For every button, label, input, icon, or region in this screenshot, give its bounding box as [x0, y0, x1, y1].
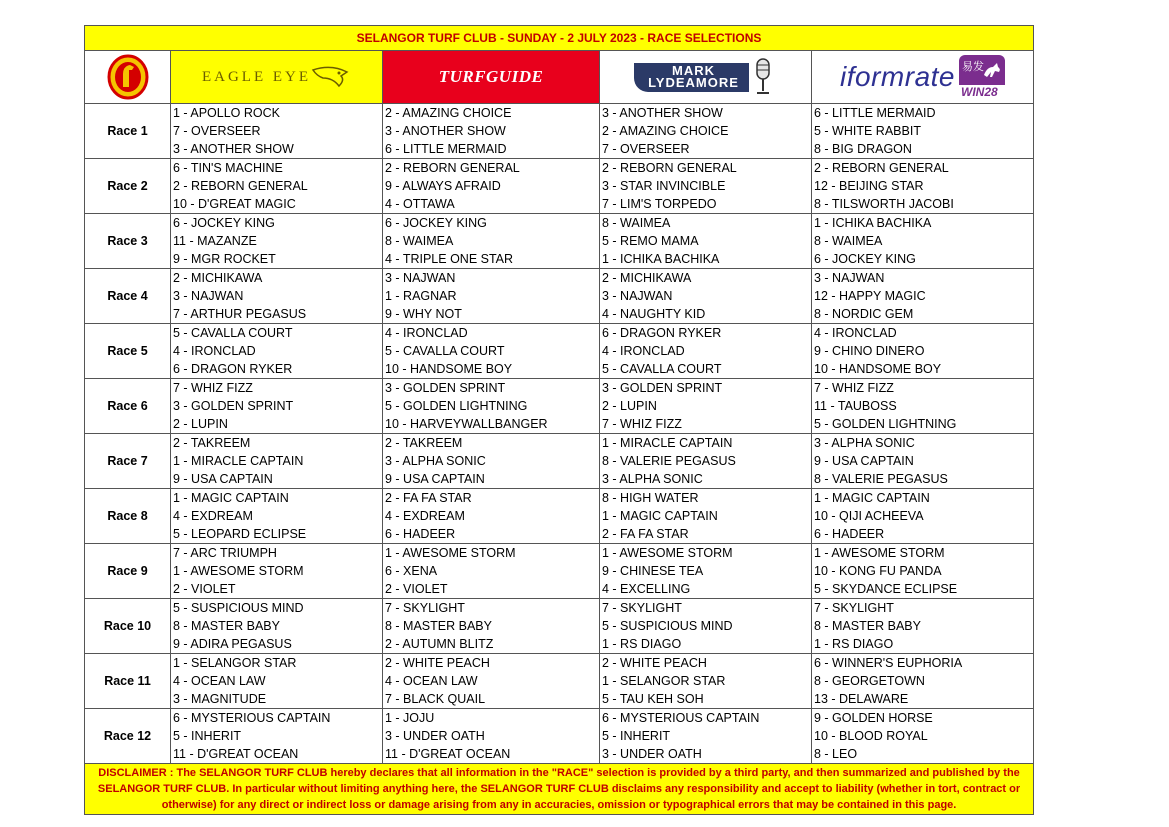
selection-cell — [383, 434, 600, 489]
selection-cell — [812, 269, 1034, 324]
selection-entry: 3 - ANOTHER SHOW — [385, 124, 506, 138]
selection-entry: 3 - ANOTHER SHOW — [602, 106, 723, 120]
selection-entry: 1 - ICHIKA BACHIKA — [814, 216, 932, 230]
selection-entry: 4 - OCEAN LAW — [173, 674, 266, 688]
selection-cell — [600, 379, 812, 434]
race-label: Race 8 — [85, 489, 171, 544]
selection-entry: 1 - AWESOME STORM — [814, 546, 945, 560]
selection-entry: 4 - EXDREAM — [173, 509, 253, 523]
selection-entry: 9 - MGR ROCKET — [173, 252, 276, 266]
selection-entry: 9 - USA CAPTAIN — [385, 472, 485, 486]
selection-entry: 8 - GEORGETOWN — [814, 674, 925, 688]
selection-entry: 6 - HADEER — [814, 527, 885, 541]
selection-entry: 8 - MASTER BABY — [173, 619, 280, 633]
selection-entry: 3 - NAJWAN — [814, 271, 885, 285]
selection-entry: 5 - REMO MAMA — [602, 234, 699, 248]
selection-entry: 10 - HARVEYWALLBANGER — [385, 417, 548, 431]
selection-cell — [171, 599, 383, 654]
selection-entry: 4 - EXCELLING — [602, 582, 691, 596]
selection-entry: 5 - SUSPICIOUS MIND — [173, 601, 304, 615]
selection-entry: 6 - DRAGON RYKER — [602, 326, 722, 340]
selection-cell — [600, 654, 812, 709]
selection-entry: 6 - DRAGON RYKER — [173, 362, 293, 376]
race-row — [85, 104, 1034, 159]
selection-entry: 9 - CHINESE TEA — [602, 564, 704, 578]
selection-cell — [383, 214, 600, 269]
turfguide-logo — [383, 51, 600, 104]
selection-cell — [171, 709, 383, 764]
selection-entry: 7 - WHIZ FIZZ — [173, 381, 253, 395]
selection-entry: 7 - WHIZ FIZZ — [602, 417, 682, 431]
selection-cell — [812, 379, 1034, 434]
selection-cell — [171, 379, 383, 434]
selection-entry: 12 - BEIJING STAR — [814, 179, 924, 193]
selection-cell — [171, 654, 383, 709]
mark-lydeamore-logo — [600, 51, 812, 104]
selection-cell — [600, 214, 812, 269]
selection-cell — [600, 489, 812, 544]
selection-entry: 1 - SELANGOR STAR — [173, 656, 297, 670]
selection-entry: 5 - SUSPICIOUS MIND — [602, 619, 733, 633]
selection-cell — [600, 544, 812, 599]
selection-entry: 2 - LUPIN — [173, 417, 228, 431]
microphone-icon — [749, 57, 777, 97]
selection-cell — [812, 324, 1034, 379]
selection-entry: 2 - REBORN GENERAL — [814, 161, 949, 175]
selection-cell — [600, 269, 812, 324]
selection-entry: 5 - CAVALLA COURT — [385, 344, 505, 358]
selection-entry: 1 - AWESOME STORM — [173, 564, 304, 578]
selection-cell — [383, 159, 600, 214]
selection-entry: 1 - AWESOME STORM — [385, 546, 516, 560]
selection-entry: 7 - ARC TRIUMPH — [173, 546, 277, 560]
selection-entry: 3 - NAJWAN — [385, 271, 456, 285]
selection-entry: 5 - INHERIT — [602, 729, 671, 743]
race-row — [85, 214, 1034, 269]
selection-entry: 3 - UNDER OATH — [602, 747, 702, 761]
selections-table — [84, 25, 1034, 815]
selection-entry: 1 - RAGNAR — [385, 289, 457, 303]
mark-logo-line1: MARK — [672, 62, 715, 78]
selection-entry: 8 - WAIMEA — [814, 234, 883, 248]
race-label: Race 10 — [85, 599, 171, 654]
race-row — [85, 269, 1034, 324]
selection-cell — [600, 104, 812, 159]
selection-entry: 4 - OCEAN LAW — [385, 674, 478, 688]
race-row — [85, 654, 1034, 709]
selection-entry: 3 - GOLDEN SPRINT — [602, 381, 723, 395]
selection-entry: 6 - JOCKEY KING — [173, 216, 275, 230]
selection-entry: 6 - MYSTERIOUS CAPTAIN — [173, 711, 331, 725]
selection-entry: 11 - D'GREAT OCEAN — [385, 747, 511, 761]
selection-entry: 2 - REBORN GENERAL — [173, 179, 308, 193]
selection-entry: 2 - TAKREEM — [173, 436, 251, 450]
selection-cell — [383, 269, 600, 324]
selection-cell — [383, 599, 600, 654]
selection-entry: 2 - AUTUMN BLITZ — [385, 637, 494, 651]
selection-entry: 9 - ADIRA PEGASUS — [173, 637, 292, 651]
race-label: Race 4 — [85, 269, 171, 324]
selection-entry: 11 - MAZANZE — [173, 234, 257, 248]
iformrate-logo — [812, 51, 1034, 104]
selection-entry: 9 - ALWAYS AFRAID — [385, 179, 501, 193]
selection-entry: 12 - HAPPY MAGIC — [814, 289, 926, 303]
selection-entry: 2 - AMAZING CHOICE — [385, 106, 512, 120]
selection-entry: 4 - TRIPLE ONE STAR — [385, 252, 514, 266]
selection-entry: 11 - TAUBOSS — [814, 399, 897, 413]
selection-entry: 6 - JOCKEY KING — [385, 216, 487, 230]
selection-entry: 4 - IRONCLAD — [173, 344, 256, 358]
selection-entry: 8 - VALERIE PEGASUS — [602, 454, 736, 468]
selection-cell — [171, 104, 383, 159]
selection-entry: 8 - WAIMEA — [385, 234, 454, 248]
selection-entry: 2 - VIOLET — [173, 582, 236, 596]
selection-entry: 5 - INHERIT — [173, 729, 242, 743]
selection-entry: 4 - OTTAWA — [385, 197, 455, 211]
selection-entry: 10 - BLOOD ROYAL — [814, 729, 928, 743]
win28-badge — [959, 55, 1005, 99]
selection-entry: 11 - D'GREAT OCEAN — [173, 747, 299, 761]
stc-horse-crest-icon — [107, 54, 149, 100]
selection-entry: 4 - IRONCLAD — [385, 326, 468, 340]
race-row — [85, 379, 1034, 434]
selection-entry: 8 - NORDIC GEM — [814, 307, 914, 321]
selection-entry: 1 - MIRACLE CAPTAIN — [173, 454, 304, 468]
selection-cell — [812, 214, 1034, 269]
race-label: Race 6 — [85, 379, 171, 434]
selection-entry: 7 - SKYLIGHT — [814, 601, 894, 615]
selection-entry: 1 - JOJU — [385, 711, 435, 725]
selection-entry: 6 - MYSTERIOUS CAPTAIN — [602, 711, 760, 725]
race-row — [85, 709, 1034, 764]
selection-entry: 7 - OVERSEER — [602, 142, 690, 156]
selection-cell — [600, 434, 812, 489]
selection-entry: 1 - MAGIC CAPTAIN — [814, 491, 930, 505]
selection-cell — [812, 544, 1034, 599]
selection-cell — [383, 379, 600, 434]
race-row — [85, 434, 1034, 489]
race-row — [85, 544, 1034, 599]
selection-cell — [600, 709, 812, 764]
race-label: Race 1 — [85, 104, 171, 159]
selection-entry: 2 - MICHIKAWA — [602, 271, 692, 285]
selection-entry: 1 - RS DIAGO — [602, 637, 682, 651]
win28-cn-text: 易发 — [962, 61, 984, 73]
selection-entry: 2 - LUPIN — [602, 399, 657, 413]
selection-entry: 8 - LEO — [814, 747, 858, 761]
selection-entry: 3 - ALPHA SONIC — [814, 436, 915, 450]
selection-cell — [600, 324, 812, 379]
selection-entry: 5 - SKYDANCE ECLIPSE — [814, 582, 958, 596]
selection-entry: 10 - KONG FU PANDA — [814, 564, 942, 578]
selection-entry: 3 - ALPHA SONIC — [602, 472, 703, 486]
selection-cell — [171, 544, 383, 599]
selection-entry: 10 - HANDSOME BOY — [385, 362, 513, 376]
selection-cell — [383, 489, 600, 544]
selection-entry: 7 - BLACK QUAIL — [385, 692, 486, 706]
selection-cell — [383, 654, 600, 709]
selection-entry: 9 - USA CAPTAIN — [173, 472, 273, 486]
race-label: Race 12 — [85, 709, 171, 764]
selection-cell — [812, 489, 1034, 544]
selection-cell — [171, 324, 383, 379]
selection-entry: 2 - AMAZING CHOICE — [602, 124, 729, 138]
disclaimer-text: DISCLAIMER : The SELANGOR TURF CLUB hereby declares that all information in the "RACE" selection is provided by a third party, and then summarized and published by the SELANGOR TURF CLUB. In particular without limiting anything here, the SELANGOR TURF CLUB disclaims any responsibility and accept to liability (whether in tort, contract or otherwise) for any direct or indirect loss or damage arising from any in accuracies, omission or typographical errors that may be contained in this page. — [85, 764, 1034, 815]
selection-cell — [600, 599, 812, 654]
race-label: Race 11 — [85, 654, 171, 709]
selection-entry: 2 - WHITE PEACH — [602, 656, 707, 670]
selection-entry: 8 - VALERIE PEGASUS — [814, 472, 948, 486]
eagle-head-icon — [311, 64, 351, 90]
selection-entry: 7 - LIM'S TORPEDO — [602, 197, 717, 211]
race-row — [85, 599, 1034, 654]
selection-entry: 7 - WHIZ FIZZ — [814, 381, 894, 395]
selection-entry: 6 - LITTLE MERMAID — [814, 106, 936, 120]
selection-cell — [383, 324, 600, 379]
turfguide-logo-text: TURFGUIDE — [438, 67, 544, 86]
selection-entry: 10 - QIJI ACHEEVA — [814, 509, 924, 523]
race-label: Race 3 — [85, 214, 171, 269]
selection-entry: 8 - BIG DRAGON — [814, 142, 912, 156]
selection-entry: 7 - OVERSEER — [173, 124, 261, 138]
race-label: Race 9 — [85, 544, 171, 599]
selection-entry: 8 - MASTER BABY — [814, 619, 921, 633]
selection-cell — [171, 214, 383, 269]
selection-cell — [812, 654, 1034, 709]
disclaimer-row — [85, 764, 1034, 815]
selection-entry: 7 - SKYLIGHT — [602, 601, 682, 615]
selection-entry: 4 - IRONCLAD — [602, 344, 685, 358]
selection-entry: 10 - HANDSOME BOY — [814, 362, 942, 376]
selection-entry: 3 - ANOTHER SHOW — [173, 142, 294, 156]
eagle-eye-logo — [171, 51, 383, 104]
selection-entry: 8 - WAIMEA — [602, 216, 671, 230]
selection-entry: 2 - REBORN GENERAL — [602, 161, 737, 175]
selection-cell — [812, 599, 1034, 654]
selection-cell — [812, 434, 1034, 489]
racehorse-icon — [981, 59, 1003, 81]
selection-entry: 5 - TAU KEH SOH — [602, 692, 704, 706]
selection-entry: 1 - APOLLO ROCK — [173, 106, 280, 120]
selection-entry: 3 - UNDER OATH — [385, 729, 485, 743]
selection-entry: 6 - XENA — [385, 564, 438, 578]
selection-entry: 2 - TAKREEM — [385, 436, 463, 450]
selection-entry: 5 - CAVALLA COURT — [602, 362, 722, 376]
title-row — [85, 26, 1034, 51]
iformrate-logo-text: iformrate — [840, 61, 955, 92]
selection-entry: 3 - NAJWAN — [602, 289, 673, 303]
selection-entry: 4 - EXDREAM — [385, 509, 465, 523]
selection-cell — [812, 709, 1034, 764]
selection-entry: 3 - MAGNITUDE — [173, 692, 267, 706]
selection-entry: 1 - MIRACLE CAPTAIN — [602, 436, 733, 450]
selection-entry: 6 - HADEER — [385, 527, 456, 541]
win28-text: WIN28 — [961, 85, 998, 99]
selection-entry: 1 - MAGIC CAPTAIN — [602, 509, 718, 523]
selection-entry: 6 - WINNER'S EUPHORIA — [814, 656, 963, 670]
selection-cell — [171, 159, 383, 214]
selection-entry: 8 - HIGH WATER — [602, 491, 699, 505]
selection-cell — [383, 104, 600, 159]
sheet-title: SELANGOR TURF CLUB - SUNDAY - 2 JULY 2023 - RACE SELECTIONS — [85, 26, 1034, 51]
selection-entry: 3 - STAR INVINCIBLE — [602, 179, 726, 193]
selection-entry: 5 - GOLDEN LIGHTNING — [814, 417, 957, 431]
selection-entry: 5 - GOLDEN LIGHTNING — [385, 399, 528, 413]
selection-entry: 3 - GOLDEN SPRINT — [385, 381, 506, 395]
selection-entry: 7 - ARTHUR PEGASUS — [173, 307, 307, 321]
tipster-logo-row — [85, 51, 1034, 104]
selection-entry: 8 - TILSWORTH JACOBI — [814, 197, 954, 211]
race-selections-sheet — [84, 25, 1033, 815]
selection-entry: 2 - WHITE PEACH — [385, 656, 490, 670]
selection-entry: 5 - CAVALLA COURT — [173, 326, 293, 340]
selection-entry: 2 - VIOLET — [385, 582, 448, 596]
selection-entry: 13 - DELAWARE — [814, 692, 909, 706]
selection-entry: 9 - USA CAPTAIN — [814, 454, 914, 468]
selection-entry: 5 - LEOPARD ECLIPSE — [173, 527, 307, 541]
race-row — [85, 489, 1034, 544]
selection-entry: 1 - RS DIAGO — [814, 637, 894, 651]
selection-entry: 9 - GOLDEN HORSE — [814, 711, 933, 725]
race-label: Race 7 — [85, 434, 171, 489]
selection-cell — [171, 489, 383, 544]
selection-entry: 2 - MICHIKAWA — [173, 271, 263, 285]
race-row — [85, 159, 1034, 214]
selection-entry: 9 - CHINO DINERO — [814, 344, 925, 358]
selection-entry: 4 - NAUGHTY KID — [602, 307, 706, 321]
selection-entry: 1 - MAGIC CAPTAIN — [173, 491, 289, 505]
selection-entry: 6 - JOCKEY KING — [814, 252, 916, 266]
selection-entry: 3 - NAJWAN — [173, 289, 244, 303]
selection-cell — [383, 709, 600, 764]
selection-entry: 1 - AWESOME STORM — [602, 546, 733, 560]
mark-logo-line2: LYDEAMORE — [648, 74, 739, 90]
race-label: Race 5 — [85, 324, 171, 379]
selection-entry: 3 - GOLDEN SPRINT — [173, 399, 294, 413]
selection-entry: 9 - WHY NOT — [385, 307, 462, 321]
selection-entry: 2 - FA FA STAR — [385, 491, 472, 505]
selection-cell — [600, 159, 812, 214]
selection-entry: 1 - ICHIKA BACHIKA — [602, 252, 720, 266]
race-row — [85, 324, 1034, 379]
selection-cell — [812, 159, 1034, 214]
selection-entry: 2 - FA FA STAR — [602, 527, 689, 541]
stc-logo-cell — [85, 51, 171, 104]
selection-entry: 5 - WHITE RABBIT — [814, 124, 921, 138]
selection-entry: 6 - TIN'S MACHINE — [173, 161, 283, 175]
selection-entry: 4 - IRONCLAD — [814, 326, 897, 340]
selection-cell — [171, 434, 383, 489]
selection-cell — [812, 104, 1034, 159]
race-label: Race 2 — [85, 159, 171, 214]
selection-entry: 7 - SKYLIGHT — [385, 601, 465, 615]
selection-cell — [383, 544, 600, 599]
selection-entry: 6 - LITTLE MERMAID — [385, 142, 507, 156]
selection-entry: 1 - SELANGOR STAR — [602, 674, 726, 688]
eagle-eye-logo-text: EAGLE EYE — [201, 68, 312, 85]
selection-entry: 8 - MASTER BABY — [385, 619, 492, 633]
selection-entry: 2 - REBORN GENERAL — [385, 161, 520, 175]
selection-entry: 3 - ALPHA SONIC — [385, 454, 486, 468]
selection-entry: 10 - D'GREAT MAGIC — [173, 197, 296, 211]
mark-lydeamore-badge — [634, 63, 749, 92]
selection-cell — [171, 269, 383, 324]
